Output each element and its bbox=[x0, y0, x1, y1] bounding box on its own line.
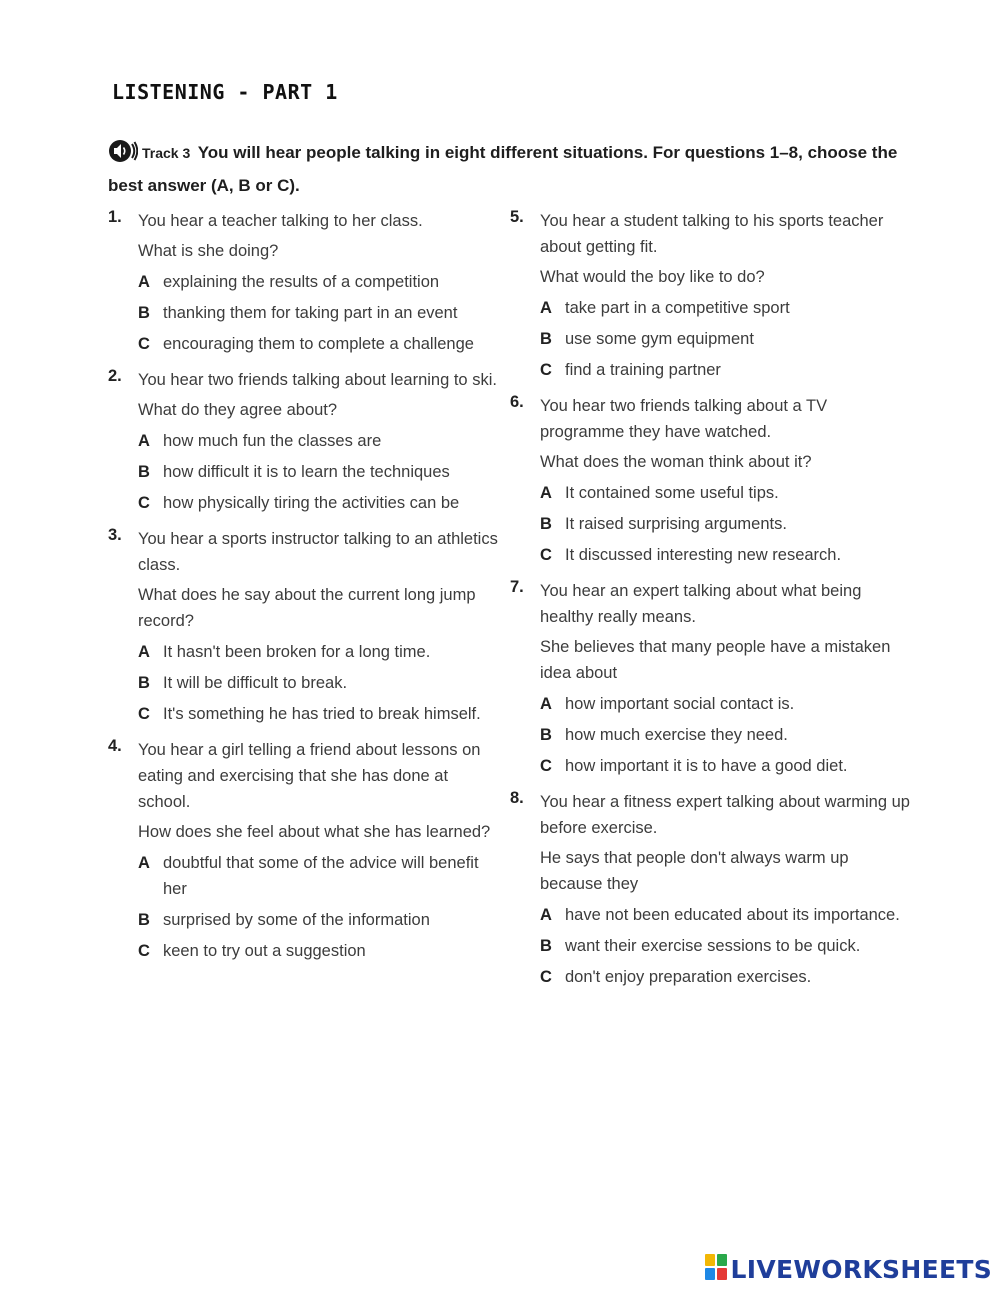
answer-option-b[interactable] bbox=[540, 511, 910, 537]
answer-option-c[interactable] bbox=[138, 701, 498, 727]
answer-option-b[interactable] bbox=[138, 907, 498, 933]
question-context: You hear a fitness expert talking about warming up before exercise. bbox=[540, 793, 910, 837]
option-letter: C bbox=[540, 757, 552, 775]
question-4 bbox=[108, 737, 498, 964]
option-text: It contained some useful tips. bbox=[565, 484, 779, 502]
option-text: have not been educated about its importance. bbox=[565, 906, 900, 924]
option-letter: B bbox=[540, 726, 552, 744]
question-number: 7. bbox=[510, 578, 524, 596]
answer-options bbox=[540, 691, 910, 779]
option-letter: A bbox=[540, 695, 552, 713]
option-letter: A bbox=[138, 854, 150, 872]
option-text: use some gym equipment bbox=[565, 330, 754, 348]
option-letter: A bbox=[138, 643, 150, 661]
question-context: You hear a girl telling a friend about lessons on eating and exercising that she has done at school. bbox=[138, 741, 481, 811]
speaker-icon[interactable] bbox=[108, 139, 138, 172]
answer-options bbox=[138, 269, 498, 357]
option-letter: C bbox=[540, 361, 552, 379]
answer-options bbox=[540, 295, 910, 383]
question-prompt: What does the woman think about it? bbox=[540, 453, 812, 471]
answer-option-b[interactable] bbox=[540, 933, 910, 959]
option-text: don't enjoy preparation exercises. bbox=[565, 968, 812, 986]
question-prompt: How does she feel about what she has learned? bbox=[138, 823, 491, 841]
question-prompt: What do they agree about? bbox=[138, 401, 338, 419]
option-text: how much exercise they need. bbox=[565, 726, 788, 744]
answer-option-b[interactable] bbox=[540, 326, 910, 352]
option-letter: A bbox=[138, 432, 150, 450]
answer-option-a[interactable] bbox=[540, 295, 910, 321]
option-letter: A bbox=[540, 299, 552, 317]
option-letter: A bbox=[138, 273, 150, 291]
question-number: 8. bbox=[510, 789, 524, 807]
question-prompt: He says that people don't always warm up because they bbox=[540, 849, 849, 893]
option-text: It will be difficult to break. bbox=[163, 674, 348, 692]
question-prompt: She believes that many people have a mistaken idea about bbox=[540, 638, 891, 682]
option-letter: C bbox=[138, 494, 150, 512]
question-number: 2. bbox=[108, 367, 122, 385]
option-letter: A bbox=[540, 906, 552, 924]
question-8 bbox=[510, 789, 910, 990]
option-text: how much fun the classes are bbox=[163, 432, 382, 450]
option-text: find a training partner bbox=[565, 361, 721, 379]
option-text: It discussed interesting new research. bbox=[565, 546, 842, 564]
question-prompt: What is she doing? bbox=[138, 242, 279, 260]
question-number: 6. bbox=[510, 393, 524, 411]
option-letter: B bbox=[540, 937, 552, 955]
option-text: how important social contact is. bbox=[565, 695, 795, 713]
option-text: take part in a competitive sport bbox=[565, 299, 790, 317]
option-letter: C bbox=[138, 335, 150, 353]
question-3 bbox=[108, 526, 498, 727]
option-text: thanking them for taking part in an event bbox=[163, 304, 458, 322]
option-text: explaining the results of a competition bbox=[163, 273, 440, 291]
question-number: 5. bbox=[510, 208, 524, 226]
answer-option-b[interactable] bbox=[138, 459, 498, 485]
answer-option-c[interactable] bbox=[540, 753, 910, 779]
answer-options bbox=[138, 639, 498, 727]
answer-option-a[interactable] bbox=[138, 428, 498, 454]
option-letter: C bbox=[540, 968, 552, 986]
right-column bbox=[510, 208, 910, 1000]
question-number: 4. bbox=[108, 737, 122, 755]
answer-option-a[interactable] bbox=[138, 639, 498, 665]
instructions bbox=[108, 139, 908, 200]
question-2 bbox=[108, 367, 498, 516]
option-text: how important it is to have a good diet. bbox=[565, 757, 848, 775]
option-text: surprised by some of the information bbox=[163, 911, 430, 929]
answer-option-c[interactable] bbox=[540, 964, 910, 990]
option-text: It raised surprising arguments. bbox=[565, 515, 787, 533]
answer-option-c[interactable] bbox=[540, 542, 910, 568]
question-context: You hear a sports instructor talking to an athletics class. bbox=[138, 530, 498, 574]
option-letter: B bbox=[138, 674, 150, 692]
option-text: doubtful that some of the advice will benefit her bbox=[163, 854, 479, 898]
option-letter: A bbox=[540, 484, 552, 502]
answer-option-a[interactable] bbox=[138, 850, 498, 902]
answer-option-c[interactable] bbox=[138, 331, 498, 357]
question-prompt: What would the boy like to do? bbox=[540, 268, 765, 286]
question-5 bbox=[510, 208, 910, 383]
option-letter: B bbox=[138, 304, 150, 322]
option-letter: C bbox=[138, 942, 150, 960]
option-text: It hasn't been broken for a long time. bbox=[163, 643, 431, 661]
answer-option-a[interactable] bbox=[540, 902, 910, 928]
instruction-text: You will hear people talking in eight different situations. For questions 1–8, choose the best answer (A, B or C). bbox=[108, 143, 898, 195]
answer-option-a[interactable] bbox=[540, 691, 910, 717]
answer-options bbox=[540, 902, 910, 990]
answer-options bbox=[138, 850, 498, 964]
answer-options bbox=[138, 428, 498, 516]
question-1 bbox=[108, 208, 498, 357]
question-context: You hear a teacher talking to her class. bbox=[138, 212, 423, 230]
answer-options bbox=[540, 480, 910, 568]
option-text: keen to try out a suggestion bbox=[163, 942, 366, 960]
option-text: want their exercise sessions to be quick. bbox=[565, 937, 861, 955]
liveworksheets-logo bbox=[705, 1254, 992, 1285]
option-letter: B bbox=[138, 911, 150, 929]
option-letter: C bbox=[138, 705, 150, 723]
question-7 bbox=[510, 578, 910, 779]
question-number: 3. bbox=[108, 526, 122, 544]
answer-option-a[interactable] bbox=[540, 480, 910, 506]
answer-option-c[interactable] bbox=[138, 490, 498, 516]
page-title: LISTENING - PART 1 bbox=[112, 80, 338, 104]
question-context: You hear two friends talking about a TV programme they have watched. bbox=[540, 397, 828, 441]
option-text: encouraging them to complete a challenge bbox=[163, 335, 474, 353]
answer-option-c[interactable] bbox=[138, 938, 498, 964]
option-letter: C bbox=[540, 546, 552, 564]
option-text: how physically tiring the activities can be bbox=[163, 494, 460, 512]
track-label: Track 3 bbox=[142, 145, 191, 161]
option-letter: B bbox=[138, 463, 150, 481]
option-letter: B bbox=[540, 515, 552, 533]
question-context: You hear two friends talking about learning to ski. bbox=[138, 371, 497, 389]
answer-option-c[interactable] bbox=[540, 357, 910, 383]
option-letter: B bbox=[540, 330, 552, 348]
question-prompt: What does he say about the current long jump record? bbox=[138, 586, 476, 630]
logo-blocks-icon bbox=[705, 1254, 727, 1285]
option-text: how difficult it is to learn the techniques bbox=[163, 463, 450, 481]
option-text: It's something he has tried to break himself. bbox=[163, 705, 481, 723]
question-6 bbox=[510, 393, 910, 568]
answer-option-b[interactable] bbox=[138, 300, 498, 326]
left-column bbox=[108, 208, 498, 974]
answer-option-b[interactable] bbox=[138, 670, 498, 696]
logo-text: LIVEWORKSHEETS bbox=[730, 1255, 992, 1284]
question-context: You hear an expert talking about what being healthy really means. bbox=[540, 582, 862, 626]
answer-option-a[interactable] bbox=[138, 269, 498, 295]
question-context: You hear a student talking to his sports teacher about getting fit. bbox=[540, 212, 884, 256]
question-number: 1. bbox=[108, 208, 122, 226]
answer-option-b[interactable] bbox=[540, 722, 910, 748]
